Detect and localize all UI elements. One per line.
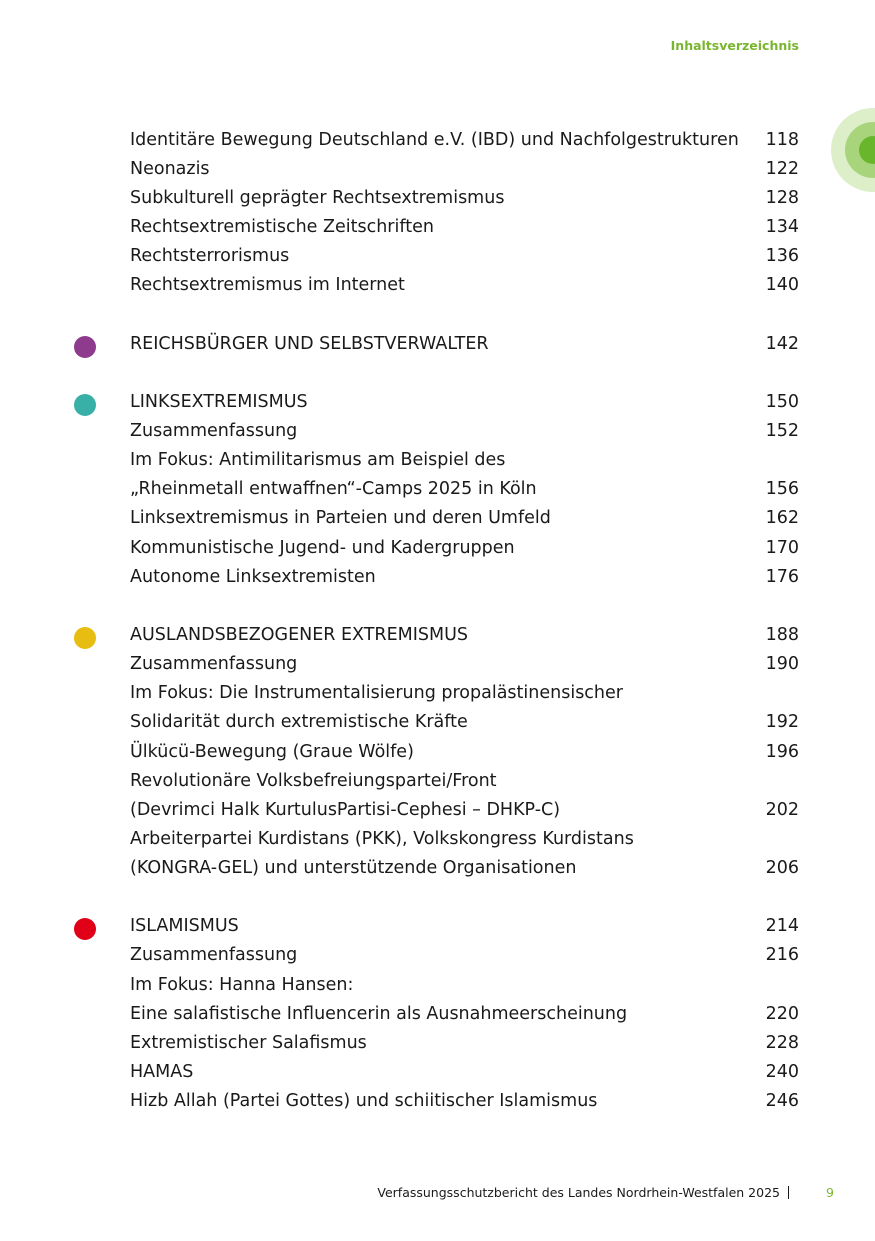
toc-entry[interactable] bbox=[130, 1033, 799, 1062]
toc-entry-title: Arbeiterpartei Kurdistans (PKK), Volkskongress Kurdistans bbox=[130, 829, 634, 849]
toc-entry-title: HAMAS bbox=[130, 1062, 194, 1082]
page-footer bbox=[0, 1185, 799, 1200]
toc-entry[interactable] bbox=[130, 654, 799, 683]
page-number: 9 bbox=[826, 1185, 834, 1200]
toc-entry-title: Ülkücü-Bewegung (Graue Wölfe) bbox=[130, 742, 414, 762]
toc-entry[interactable] bbox=[130, 829, 799, 858]
toc-entry[interactable] bbox=[130, 683, 799, 712]
toc-entry-title: „Rheinmetall entwaffnen“-Camps 2025 in Köln bbox=[130, 479, 537, 499]
toc-entry-title: Zusammenfassung bbox=[130, 654, 298, 674]
section-bullet-auslandsbezogen bbox=[74, 627, 96, 649]
toc-entry-title: LINKSEXTREMISMUS bbox=[130, 392, 308, 412]
toc-entry-title: Im Fokus: Die Instrumentalisierung propalästinensischer bbox=[130, 683, 623, 703]
toc-entry-page: 134 bbox=[765, 217, 799, 237]
section-bullet-reichsbuerger bbox=[74, 336, 96, 358]
toc-entry-title: Zusammenfassung bbox=[130, 421, 298, 441]
toc-entry[interactable] bbox=[130, 421, 799, 450]
toc-entry-page: 240 bbox=[765, 1062, 799, 1082]
toc-entry-title: Autonome Linksextremisten bbox=[130, 567, 376, 587]
toc-entry-page: 196 bbox=[765, 742, 799, 762]
toc-entry-title: Rechtsterrorismus bbox=[130, 246, 290, 266]
toc-entry[interactable] bbox=[130, 712, 799, 741]
toc-entry[interactable] bbox=[130, 1091, 799, 1120]
toc-entry[interactable] bbox=[130, 159, 799, 188]
toc-entry[interactable] bbox=[130, 508, 799, 537]
footer-text: Verfassungsschutzbericht des Landes Nordrhein-Westfalen 2025 bbox=[377, 1185, 780, 1200]
toc-entry-page: 176 bbox=[765, 567, 799, 587]
toc-entry-title: Revolutionäre Volksbefreiungspartei/Front bbox=[130, 771, 497, 791]
toc-entry-title: Subkulturell geprägter Rechtsextremismus bbox=[130, 188, 505, 208]
toc-entry-title: Zusammenfassung bbox=[130, 945, 298, 965]
toc-entry[interactable] bbox=[130, 217, 799, 246]
toc-entry-title: ISLAMISMUS bbox=[130, 916, 239, 936]
toc-entry-title: Linksextremismus in Parteien und deren Umfeld bbox=[130, 508, 551, 528]
toc-entry[interactable] bbox=[130, 246, 799, 275]
toc-entry-title: Rechtsextremistische Zeitschriften bbox=[130, 217, 434, 237]
toc-entry-page: 128 bbox=[765, 188, 799, 208]
toc-entry-title: Hizb Allah (Partei Gottes) und schiitischer Islamismus bbox=[130, 1091, 598, 1111]
toc-entry-title: REICHSBÜRGER UND SELBSTVERWALTER bbox=[130, 334, 489, 354]
toc-entry[interactable] bbox=[130, 275, 799, 304]
toc-entry-page: 142 bbox=[765, 334, 799, 354]
toc-entry-page: 118 bbox=[765, 130, 799, 150]
toc-entry[interactable] bbox=[130, 945, 799, 974]
toc-entry-page: 188 bbox=[765, 625, 799, 645]
toc-entry[interactable] bbox=[130, 450, 799, 479]
toc-entry[interactable] bbox=[130, 567, 799, 596]
toc-entry-page: 216 bbox=[765, 945, 799, 965]
toc-entry-title: Kommunistische Jugend- und Kadergruppen bbox=[130, 538, 515, 558]
toc-section-heading[interactable] bbox=[130, 916, 799, 945]
toc-entry-title: Rechtsextremismus im Internet bbox=[130, 275, 405, 295]
toc-entry-title: Im Fokus: Antimilitarismus am Beispiel des bbox=[130, 450, 506, 470]
toc-entry[interactable] bbox=[130, 1062, 799, 1091]
toc-entry-title: Identitäre Bewegung Deutschland e.V. (IBD) und Nachfolgestrukturen bbox=[130, 130, 739, 150]
toc-entry-page: 246 bbox=[765, 1091, 799, 1111]
toc-section-heading[interactable] bbox=[130, 625, 799, 654]
toc-entry-title: AUSLANDSBEZOGENER EXTREMISMUS bbox=[130, 625, 469, 645]
toc-entry-page: 170 bbox=[765, 538, 799, 558]
toc-entry-title: Eine salafistische Influencerin als Ausnahmeerscheinung bbox=[130, 1004, 628, 1024]
toc-entry-title: (Devrimci Halk KurtulusPartisi-Cephesi – DHKP-C) bbox=[130, 800, 561, 820]
toc-section-heading[interactable] bbox=[130, 334, 799, 363]
toc-entry-title: Solidarität durch extremistische Kräfte bbox=[130, 712, 468, 732]
toc-entry-page: 152 bbox=[765, 421, 799, 441]
page-header-title: Inhaltsverzeichnis bbox=[670, 38, 799, 53]
toc-entry-page: 202 bbox=[765, 800, 799, 820]
toc-entry-page: 192 bbox=[765, 712, 799, 732]
toc-entry[interactable] bbox=[130, 479, 799, 508]
toc-entry[interactable] bbox=[130, 188, 799, 217]
toc-entry[interactable] bbox=[130, 975, 799, 1004]
toc-entry-page: 214 bbox=[765, 916, 799, 936]
toc-entry-page: 220 bbox=[765, 1004, 799, 1024]
toc-entry-title: Neonazis bbox=[130, 159, 210, 179]
toc-entry-title: Im Fokus: Hanna Hansen: bbox=[130, 975, 354, 995]
toc-section-heading[interactable] bbox=[130, 392, 799, 421]
footer-separator bbox=[788, 1186, 789, 1199]
toc-entry-page: 140 bbox=[765, 275, 799, 295]
decorative-circle-icon bbox=[831, 108, 875, 192]
toc-entry-title: Extremistischer Salafismus bbox=[130, 1033, 367, 1053]
toc-entry[interactable] bbox=[130, 742, 799, 771]
toc-entry[interactable] bbox=[130, 800, 799, 829]
toc-entry-title: (KONGRA-GEL) und unterstützende Organisationen bbox=[130, 858, 577, 878]
toc-entry-page: 156 bbox=[765, 479, 799, 499]
toc-entry[interactable] bbox=[130, 858, 799, 887]
section-bullet-linksextremismus bbox=[74, 394, 96, 416]
toc-entry[interactable] bbox=[130, 771, 799, 800]
toc-entry-page: 150 bbox=[765, 392, 799, 412]
toc-entry[interactable] bbox=[130, 538, 799, 567]
toc-entry[interactable] bbox=[130, 1004, 799, 1033]
toc-entry-page: 162 bbox=[765, 508, 799, 528]
toc-entry[interactable] bbox=[130, 130, 799, 159]
toc-entry-page: 190 bbox=[765, 654, 799, 674]
toc-entry-page: 122 bbox=[765, 159, 799, 179]
toc-entry-page: 136 bbox=[765, 246, 799, 266]
toc-entry-page: 206 bbox=[765, 858, 799, 878]
section-bullet-islamismus bbox=[74, 918, 96, 940]
toc-entry-page: 228 bbox=[765, 1033, 799, 1053]
